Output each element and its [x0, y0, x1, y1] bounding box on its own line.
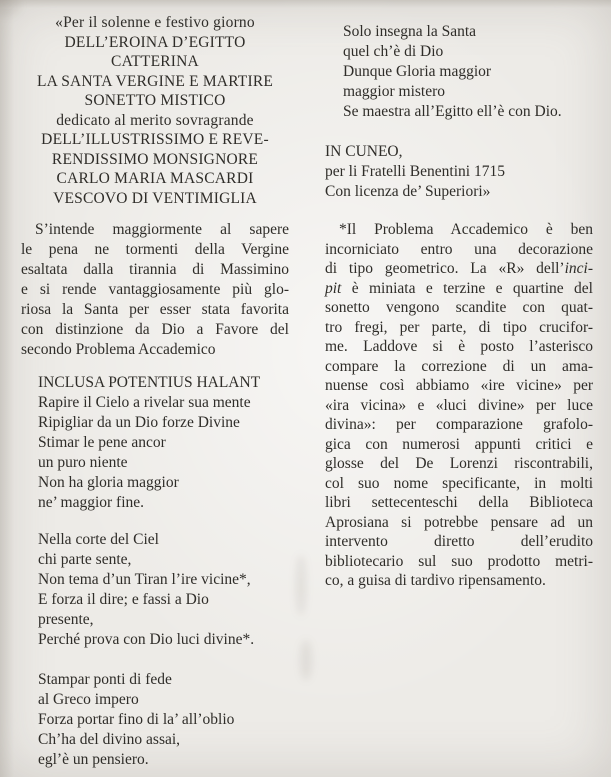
left-column	[21, 0, 289, 770]
imprint-colophon	[325, 142, 593, 202]
heading-line: LA SANTA VERGINE E MARTIRE	[36, 72, 274, 90]
verse-line: Forza portar fino di la’ all’oblio	[38, 711, 235, 728]
heading-line: SONETTO MISTICO	[84, 92, 226, 109]
verse-line: Stampar ponti di fede	[38, 671, 172, 688]
verse-line: Stimar le pene ancor	[38, 434, 166, 451]
verse-line: Nella corte del Ciel	[38, 531, 159, 548]
verse-line: presente,	[38, 611, 94, 628]
text-line: nuense così abbiamo «ire vicine» per	[325, 377, 593, 394]
verse-line: Solo insegna la Santa	[343, 23, 477, 40]
verse-line: quel ch’è di Dio	[343, 43, 444, 60]
text-line: *Il Problema Accademico è ben	[339, 221, 593, 238]
text-line: e si rende vantaggiosamente più glo-	[21, 281, 289, 298]
text-line	[325, 259, 593, 279]
heading-line: «Per il solenne e festivo giorno	[55, 14, 255, 31]
text-line: tro fregi, per parte, di tipo crucifor-	[325, 318, 593, 336]
verse-line: INCLUSA POTENTIUS HALANT	[38, 374, 261, 391]
text-line: me. Laddove si è posto l’asterisco	[325, 338, 593, 355]
imprint-line: IN CUNEO,	[325, 143, 403, 160]
verse-line: un puro niente	[38, 454, 128, 471]
text-line: intervento diretto dell’erudito	[325, 533, 593, 550]
verse-line: E forza il dire; e fassi a Dio	[38, 591, 209, 608]
verse-line: Perché prova con Dio luci divine*.	[38, 631, 255, 648]
sonnet-final-stanza	[343, 22, 593, 122]
scan-smudge	[300, 640, 312, 680]
text-line: sonetto vengono scandite con quat-	[325, 299, 593, 316]
sonnet-stanza-1	[38, 373, 289, 513]
text-line: riosa la Santa per esser stata favorita	[21, 301, 289, 318]
verse-line: ne’ maggior fine.	[38, 494, 145, 511]
text-line: incorniciato entro una decorazione	[325, 240, 593, 258]
verse-line: Se maestra all’Egitto ell’è con Dio.	[343, 103, 562, 120]
text-line: libri settecenteschi della Biblioteca	[325, 494, 593, 511]
imprint-line: Con licenza de’ Superiori»	[325, 183, 491, 200]
text-line: gica con numerosi appunti critici e	[325, 435, 593, 453]
verse-line: Ripigliar da un Dio forze Divine	[38, 414, 240, 431]
scan-smudge	[296, 555, 306, 615]
heading-line: CATTERINA	[111, 53, 199, 70]
verse-line: egl’è un pensiero.	[38, 751, 149, 768]
verse-line: Non tema d’un Tiran l’ire vicine*,	[38, 571, 251, 588]
right-column	[325, 0, 593, 591]
text-line: le pena ne tormenti della Vergine	[21, 241, 289, 258]
editorial-note	[325, 220, 593, 591]
verse-line: Ch’ha del divino assai,	[38, 731, 181, 748]
heading-line: RENDISSIMO MONSIGNORE	[51, 150, 259, 168]
verse-line: Dunque Gloria maggior	[343, 63, 492, 80]
verse-line: al Greco impero	[38, 691, 139, 708]
text-line: «ira vicina» e «luci divine» per luce	[325, 396, 593, 414]
sonnet-stanza-3	[38, 670, 289, 770]
imprint-line: per li Fratelli Benentini 1715	[325, 163, 505, 180]
text-run: è miniata e terzine e quartine del	[341, 279, 593, 297]
verse-line: Rapire il Cielo a rivelar sua mente	[38, 394, 251, 411]
verse-line: maggior mistero	[343, 83, 446, 100]
text-line: divina»: per comparazione grafolo-	[325, 416, 593, 433]
text-line: glosse del De Lorenzi riscontrabili,	[325, 455, 593, 472]
verse-line: chi parte sente,	[38, 551, 132, 568]
text-line: secondo Problema Accademico	[21, 341, 216, 358]
text-line: Aprosiana si potrebbe pensare ad un	[325, 513, 593, 531]
text-line	[325, 279, 593, 299]
heading-line: dedicato al merito sovragrande	[56, 111, 254, 129]
scan-smudge	[0, 0, 20, 16]
text-line: con distinzione da Dio a Favore del	[21, 321, 289, 338]
heading-line: DELL’EROINA D’EGITTO	[64, 33, 246, 51]
heading-line: VESCOVO DI VENTIMIGLIA	[53, 189, 257, 207]
italic-text-run: inci-	[564, 260, 593, 277]
heading-line: CARLO MARIA MASCARDI	[56, 170, 254, 187]
verse-line: Non ha gloria maggior	[38, 474, 179, 491]
text-line: col suo nome specificante, in molti	[325, 474, 593, 492]
text-line: co, a guisa di tardivo ripensamento.	[325, 572, 546, 589]
text-line: compare la correzione di un ama-	[325, 357, 593, 375]
sonnet-stanza-2	[38, 530, 289, 650]
italic-text-run: pit	[325, 279, 342, 297]
heading-line: DELL’ILLUSTRISSIMO E REVE-	[41, 131, 269, 148]
text-line: bibliotecario sul suo prodotto metri-	[325, 552, 593, 570]
intro-paragraph	[21, 220, 289, 360]
text-line: esaltata dalla tirannia di Massimino	[21, 261, 289, 278]
text-line: S’intende maggiormente al sapere	[35, 221, 289, 238]
dedication-heading	[21, 13, 289, 208]
text-run: di tipo geometrico. La «R» dell’	[325, 260, 565, 277]
